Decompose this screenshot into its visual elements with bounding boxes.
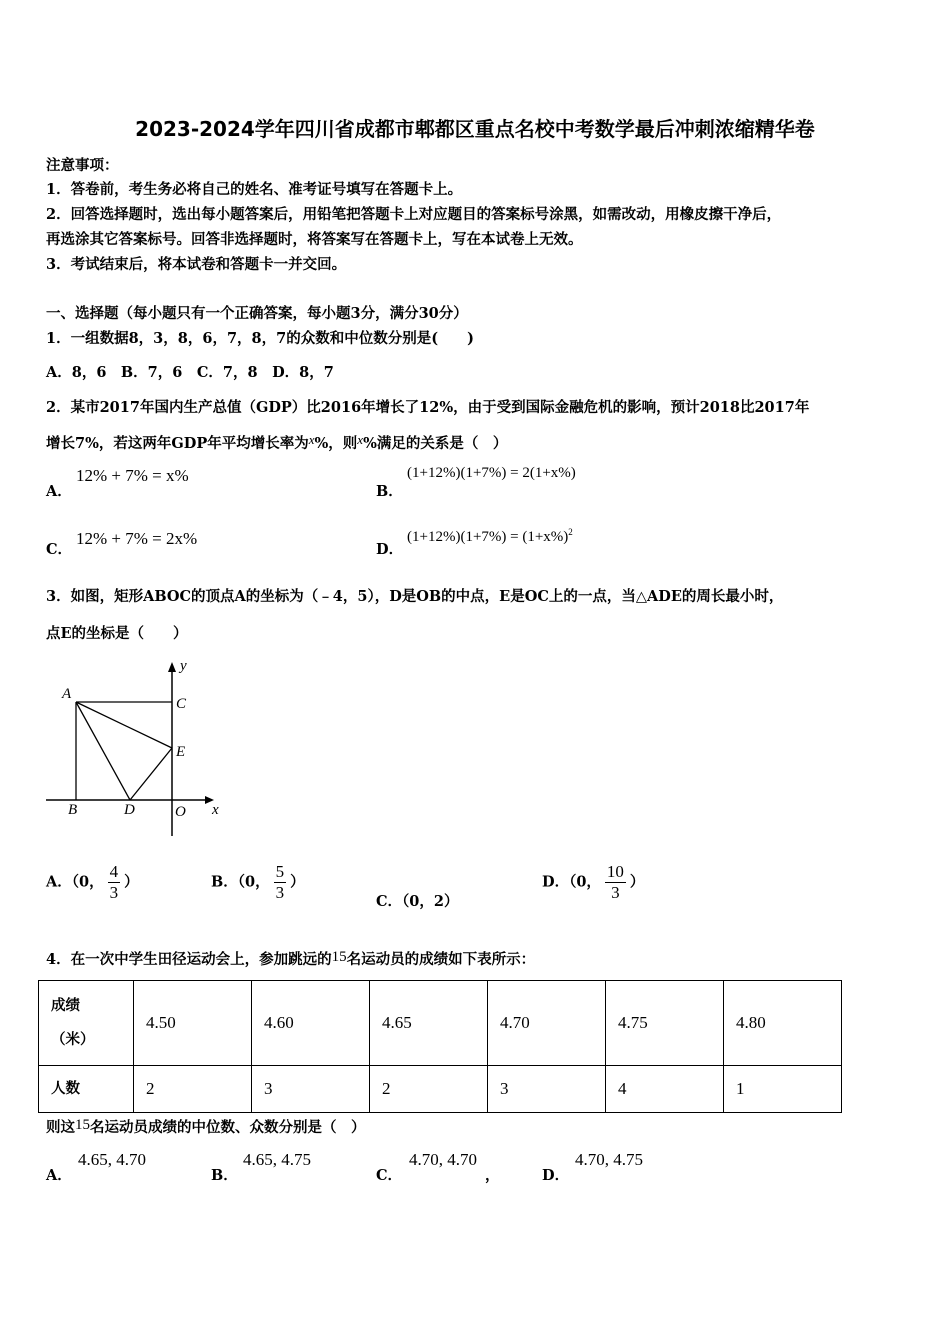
label-a: A — [62, 686, 72, 702]
section-heading: 一、选择题（每小题只有一个正确答案，每小题3分，满分30分） — [46, 305, 468, 322]
table-cell: 4 — [606, 1066, 724, 1113]
notice-item-3: 3．考试结束后，将本试卷和答题卡一并交回。 — [46, 256, 347, 273]
segment-ae — [76, 702, 172, 748]
q1-options: A．8，6 B．7，6 C．7，8 D．8，7 — [46, 364, 334, 381]
label-d: D — [124, 802, 135, 818]
table-cell: 4.70 — [488, 981, 606, 1066]
q4-option-a-label: A． — [46, 1167, 72, 1184]
q2-option-d-label: D． — [376, 541, 404, 558]
table-header-score: 成绩 （米） — [39, 981, 134, 1066]
q4-option-d-label: D． — [542, 1167, 570, 1184]
segment-de — [130, 748, 172, 800]
exponent: 2 — [568, 527, 573, 537]
table-cell: 2 — [370, 1066, 488, 1113]
table-cell: 4.75 — [606, 981, 724, 1066]
table-row — [39, 1066, 842, 1113]
score-table — [38, 980, 842, 1113]
table-cell: 3 — [488, 1066, 606, 1113]
notice-heading: 注意事项： — [46, 157, 119, 174]
q4-option-a-value: 4.65, 4.70 — [78, 1150, 146, 1169]
notice-item-1: 1．答卷前，考生务必将自己的姓名、准考证号填写在答题卡上。 — [46, 181, 463, 198]
q2-option-a-formula: 12% + 7% = x% — [76, 466, 189, 485]
table-row — [39, 981, 842, 1066]
y-axis-arrow — [168, 662, 176, 672]
segment-ad — [76, 702, 130, 800]
q3-stem-line1: 3．如图，矩形ABOC的顶点A的坐标为（﹣4，5），D是OB的中点，E是OC上的一点，当△ADE的周长最小时， — [46, 588, 784, 605]
q4-option-b-label: B． — [211, 1167, 238, 1184]
q1-stem: 1．一组数据8，3，8，6，7，8，7的众数和中位数分别是( ) — [46, 330, 474, 347]
q3-option-b: B．（0， $\frac{5}{3}$ ） — [211, 862, 305, 902]
label-b: B — [68, 802, 78, 818]
label-x: x — [212, 802, 219, 818]
table-cell: 4.80 — [724, 981, 842, 1066]
label-o: O — [175, 804, 186, 820]
q4-option-c-label: C． — [376, 1167, 403, 1184]
table-cell: 2 — [134, 1066, 252, 1113]
q2-option-b-formula: (1+12%)(1+7%) = 2(1+x%) — [407, 465, 576, 481]
q4-stem: 4．在一次中学生田径运动会上，参加跳远的15名运动员的成绩如下表所示： — [46, 949, 536, 968]
table-cell: 4.60 — [252, 981, 370, 1066]
q2-stem-line1: 2．某市2017年国内生产总值（GDP）比2016年增长了12%，由于受到国际金融危机的影响，预计2018比2017年 — [46, 399, 810, 416]
label-e: E — [176, 744, 186, 760]
q2-option-b-label: B． — [376, 483, 403, 500]
q3-stem-line2: 点E的坐标是（ ） — [46, 625, 188, 642]
label-y: y — [180, 658, 187, 674]
q4-option-d-value: 4.70, 4.75 — [575, 1150, 643, 1169]
q2-option-d-formula: $(1+12\%)(1+7\%) = (1+x\%)^2$ — [407, 527, 573, 545]
var-x: x — [357, 432, 364, 447]
q3-figure — [40, 658, 230, 838]
table-cell: 3 — [252, 1066, 370, 1113]
notice-item-2: 2．回答选择题时，选出每小题答案后，用铅笔把答题卡上对应题目的答案标号涂黑，如需改动，用橡皮擦干净后， — [46, 206, 782, 223]
label-c: C — [176, 696, 187, 712]
q2-option-c-formula: 12% + 7% = 2x% — [76, 529, 198, 548]
q4-option-c-value: 4.70, 4.70 — [409, 1150, 477, 1169]
table-cell: 4.65 — [370, 981, 488, 1066]
page-title: 2023-2024学年四川省成都市郫都区重点名校中考数学最后冲刺浓缩精华卷 — [135, 117, 815, 141]
q3-option-d: D．（0， $\frac{10}{3}$ ） — [542, 862, 645, 902]
q2-stem-line2: 增长7%，若这两年GDP年平均增长率为x%，则x%满足的关系是（ ） — [46, 432, 508, 452]
q2-option-a-label: A． — [46, 483, 72, 500]
table-header-count: 人数 — [39, 1066, 134, 1113]
q3-option-a: A．（0， $\frac{4}{3}$ ） — [46, 862, 139, 902]
table-cell: 1 — [724, 1066, 842, 1113]
q2-option-c-label: C． — [46, 541, 73, 558]
q4-option-c-comma: ， — [485, 1167, 500, 1184]
var-x: x — [308, 432, 315, 447]
q4-follow: 则这15名运动员成绩的中位数、众数分别是（ ） — [46, 1117, 366, 1136]
q4-option-b-value: 4.65, 4.75 — [243, 1150, 311, 1169]
notice-item-2-cont: 再选涂其它答案标号。回答非选择题时，将答案写在答题卡上，写在本试卷上无效。 — [46, 231, 583, 248]
q3-option-c: C．（0，2） — [376, 893, 459, 910]
table-cell: 4.50 — [134, 981, 252, 1066]
